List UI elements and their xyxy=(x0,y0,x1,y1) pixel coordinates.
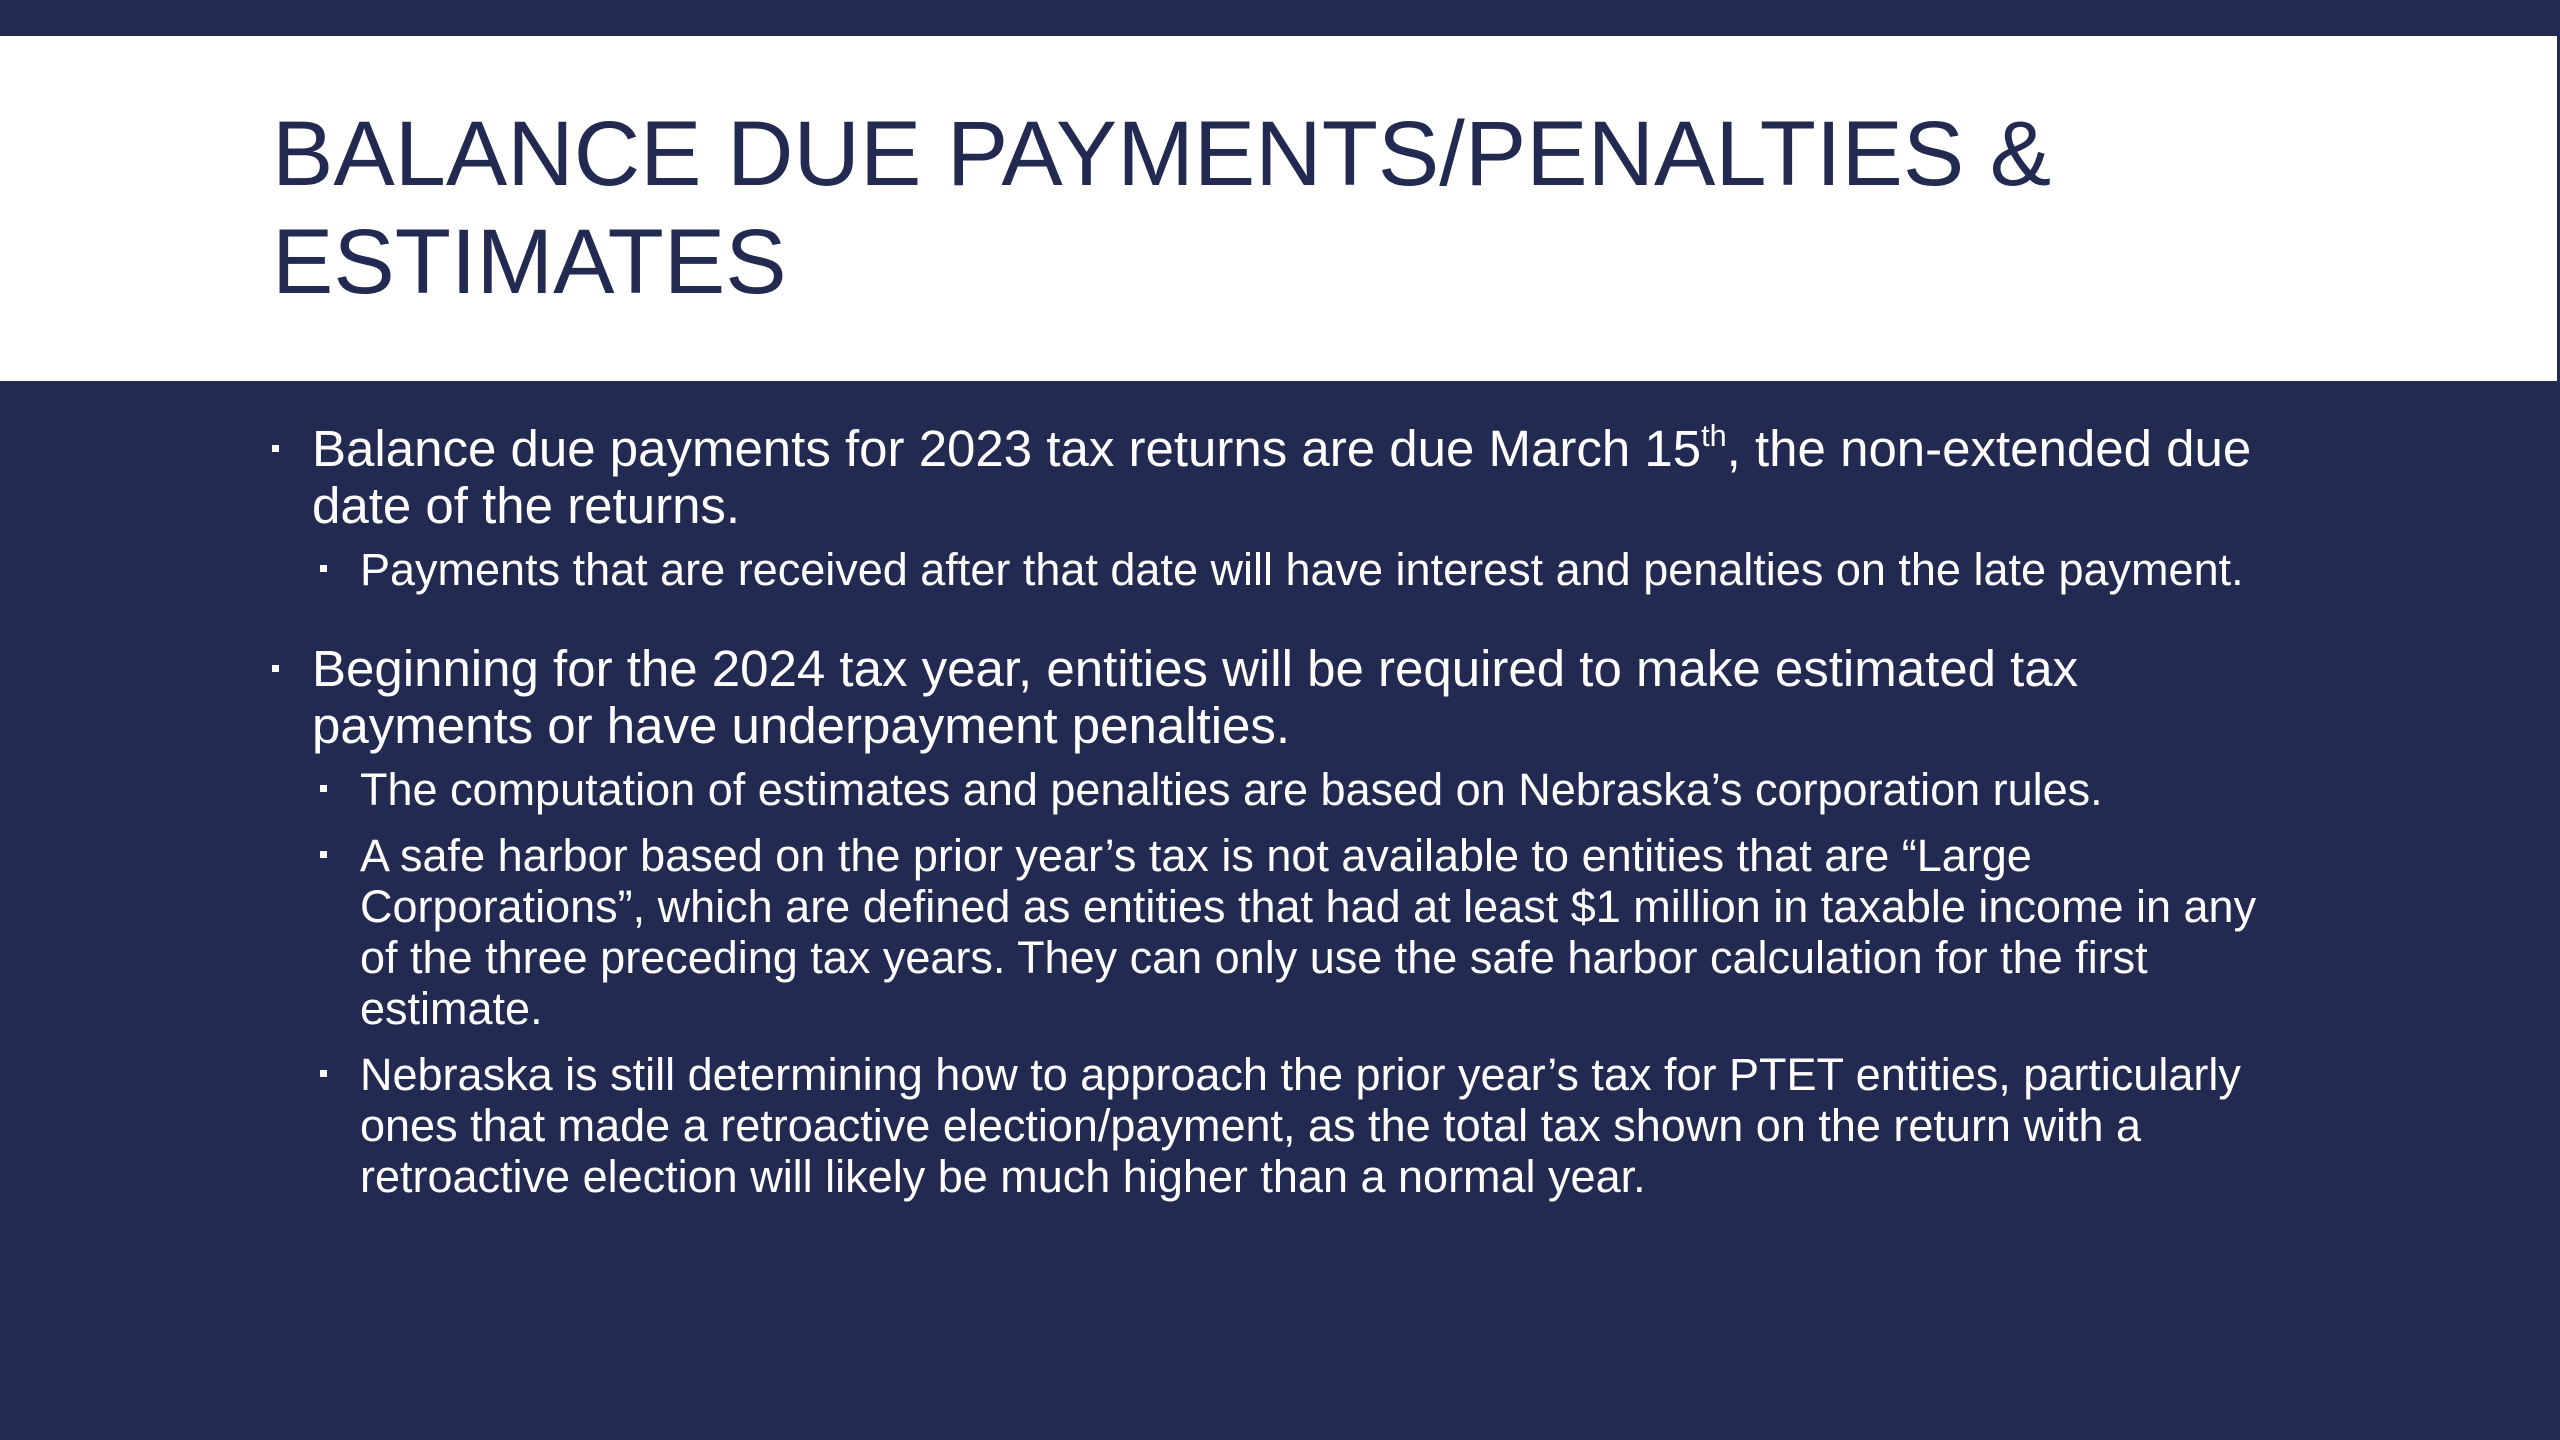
bullet-square-icon xyxy=(320,851,327,858)
bullet-estimated-tax xyxy=(272,640,2292,754)
bullet-text: Balance due payments for 2023 tax returns are due March 15 xyxy=(312,420,1702,477)
sub-bullet-ptet xyxy=(320,1049,2292,1202)
slide-title: BALANCE DUE PAYMENTS/PENALTIES & ESTIMATES xyxy=(272,103,2052,313)
bullet-square-icon xyxy=(320,1070,327,1077)
slide-body xyxy=(272,420,2292,1217)
bullet-spacer xyxy=(272,610,2292,640)
bullet-superscript: th xyxy=(1701,419,1727,453)
bullet-square-icon xyxy=(320,785,327,792)
bullet-square-icon xyxy=(320,565,327,572)
bullet-text: Beginning for the 2024 tax year, entities will be required to make estimated tax payments or have underpayment penalties. xyxy=(312,640,2079,754)
sub-bullet-text: Nebraska is still determining how to approach the prior year’s tax for PTET entities, particularly ones that made a retroactive election/payment, as the total tax shown on the return with a retroactive election will likely be much higher than a normal year. xyxy=(360,1049,2241,1202)
sub-bullet-safe-harbor xyxy=(320,830,2292,1034)
sub-bullet-text: Payments that are received after that date will have interest and penalties on the late payment. xyxy=(360,544,2244,595)
sub-bullet-late-payment xyxy=(320,544,2292,595)
bullet-balance-due xyxy=(272,420,2292,534)
bullet-square-icon xyxy=(272,665,279,672)
bullet-text-continued: , the non-extended due date of the returns. xyxy=(312,420,2252,534)
sub-bullet-text: A safe harbor based on the prior year’s tax is not available to entities that are “Large Corporations”, which are defined as entities that had at least $1 million in taxable income in any of the three preceding tax years. They can only use the safe harbor calculation for the first estimate. xyxy=(360,830,2257,1034)
bullet-square-icon xyxy=(272,445,279,452)
sub-bullet-computation xyxy=(320,764,2292,815)
sub-bullet-text: The computation of estimates and penalties are based on Nebraska’s corporation rules. xyxy=(360,764,2103,815)
